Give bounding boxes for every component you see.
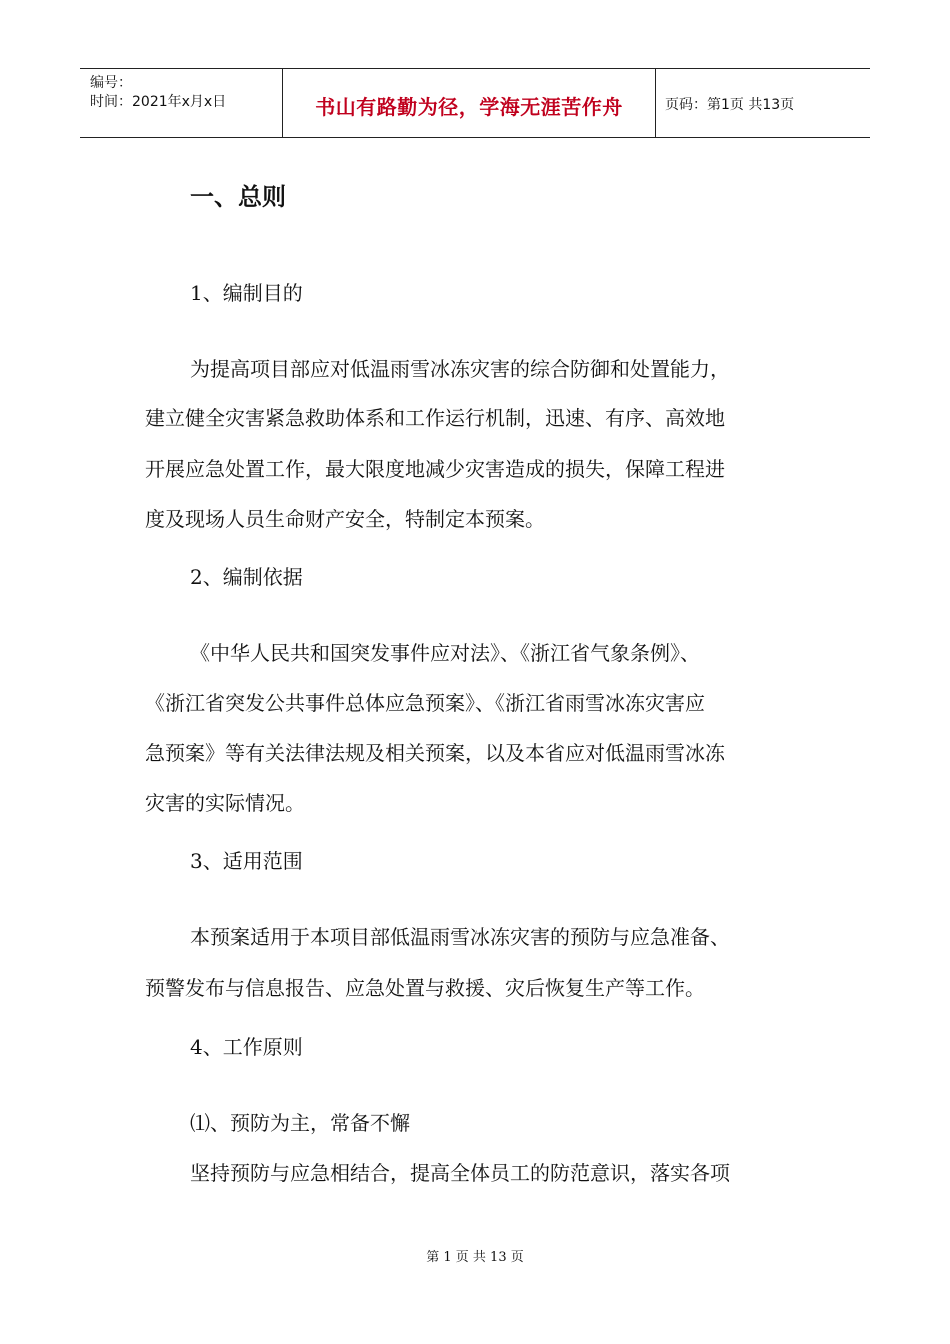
page-label: 页码：第1页 共13页: [665, 97, 795, 113]
paragraph-line: 急预案》等有关法律法规及相关预案，以及本省应对低温雨雪冰冻: [145, 741, 725, 765]
paragraph-line: 灾害的实际情况。: [145, 791, 305, 815]
header-meta-cell: [80, 69, 282, 137]
paragraph-line: 建立健全灾害紧急救助体系和工作运行机制，迅速、有序、高效地: [145, 406, 725, 430]
paragraph-line: 度及现场人员生命财产安全，特制定本预案。: [145, 507, 545, 531]
header-page-cell: [655, 69, 870, 137]
motto: 书山有路勤为径，学海无涯苦作舟: [315, 95, 623, 119]
paragraph-line: 预警发布与信息报告、应急处置与救援、灾后恢复生产等工作。: [145, 976, 705, 1000]
paragraph-line: 开展应急处置工作，最大限度地减少灾害造成的损失，保障工程进: [145, 457, 725, 481]
heading-scope: 3、适用范围: [190, 849, 303, 873]
number-label: 编号：: [90, 75, 132, 91]
time-label: 时间：2021年x月x日: [90, 94, 227, 110]
page-footer: 第 1 页 共 13 页: [426, 1250, 524, 1265]
heading-basis: 2、编制依据: [190, 565, 303, 589]
section-title: 一、总则: [190, 183, 286, 211]
paragraph-line: 《浙江省突发公共事件总体应急预案》、《浙江省雨雪冰冻灾害应: [145, 691, 705, 715]
paragraph-line: 坚持预防与应急相结合，提高全体员工的防范意识，落实各项: [190, 1161, 730, 1185]
document-header: [80, 68, 870, 138]
paragraph-line: 本预案适用于本项目部低温雨雪冰冻灾害的预防与应急准备、: [190, 925, 730, 949]
header-motto-cell: [282, 69, 656, 137]
heading-principles: 4、工作原则: [190, 1035, 303, 1059]
paragraph-line: 《中华人民共和国突发事件应对法》、《浙江省气象条例》、: [190, 641, 700, 665]
paragraph-line: 为提高项目部应对低温雨雪冰冻灾害的综合防御和处置能力，: [190, 357, 730, 381]
heading-purpose: 1、编制目的: [190, 281, 303, 305]
subheading-prevention: ⑴、预防为主，常备不懈: [190, 1111, 410, 1135]
